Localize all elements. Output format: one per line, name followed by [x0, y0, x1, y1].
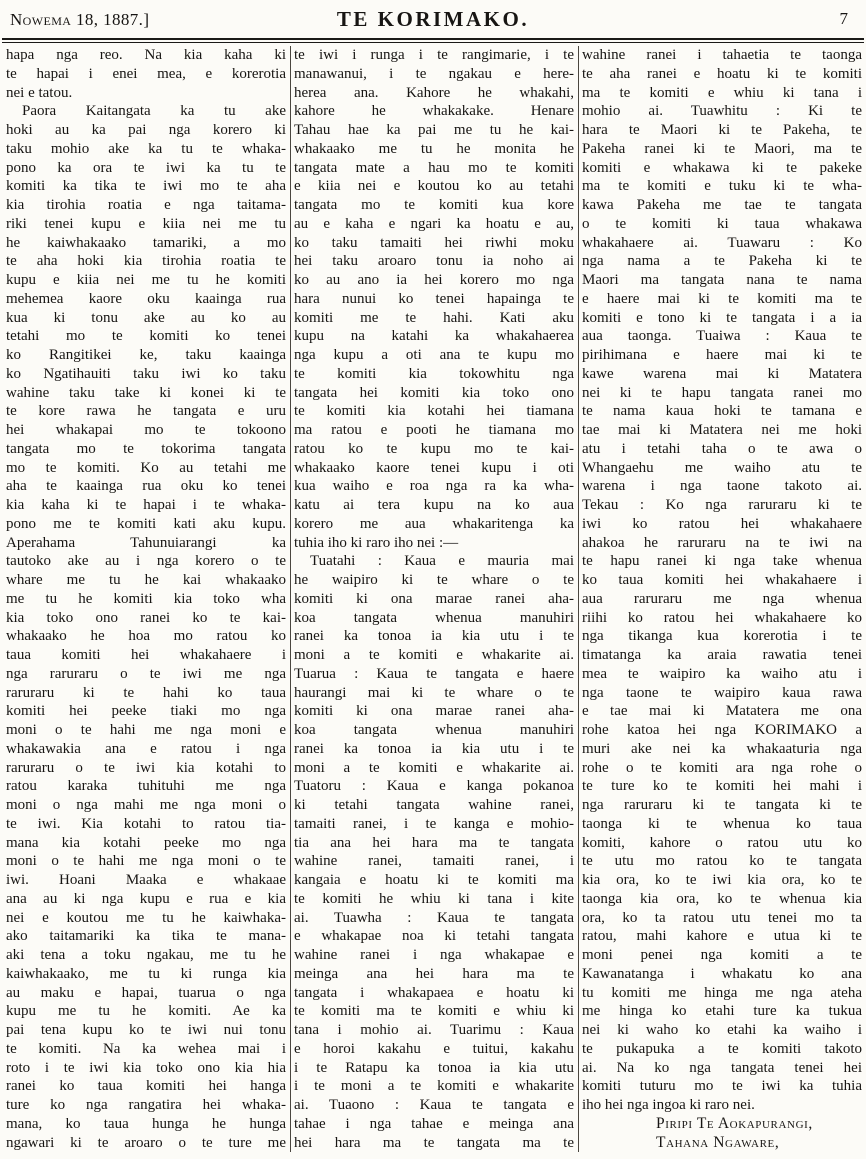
text-line: komiti hei peeke tiaki mo nga: [6, 703, 286, 720]
text-line: tae mai ki Matatera nei me hoki: [582, 422, 862, 438]
text-line: wahine ranei i nga whakapae e: [294, 947, 574, 963]
text-line: me hinga ko etahi ture ka tukua: [582, 1003, 862, 1020]
text-line: komiti ka tika te iwi mo te aha: [6, 178, 286, 195]
text-line: Maori ma tangata nana te nama: [582, 272, 862, 288]
text-line: mana kia kotahi peeke mo nga: [6, 834, 286, 851]
text-line: moni a te komiti e whakarite ai.: [294, 647, 574, 663]
text-line: te komiti. Na ka wehea mai i: [6, 1040, 286, 1057]
text-line: nga tikanga kua korerotia i te: [582, 628, 862, 645]
text-line: ratou karaka tuhituhi me nga: [6, 778, 286, 795]
text-columns: [0, 43, 866, 1152]
text-line: nei e tatou.: [6, 84, 73, 101]
text-line: komiti me te hahi. Kati aku: [294, 309, 574, 326]
text-line: te iwi. Kia kotahi to ratou tia-: [6, 815, 286, 832]
text-line: taonga kia ora, ko te whenua kia: [582, 890, 862, 907]
text-line: ko taku tamaiti hei riwhi moku: [294, 234, 574, 251]
text-line: te utu mo ratou ko te tangata: [582, 853, 862, 870]
text-line: te komiti he whiu ki tana i kite: [294, 890, 574, 907]
text-line: nei e koutou me tu he kaiwhaka-: [6, 909, 286, 926]
rule-thick: [2, 38, 864, 40]
text-line: ai. Tuaono : Kaua te tangata e: [294, 1097, 574, 1113]
text-line: he kaiwhakaako tamariki, a mo: [6, 234, 286, 251]
text-line: ture ko nga rangatira hei whaka-: [6, 1097, 286, 1113]
text-line: kahore he whakakake. Henare: [294, 103, 574, 120]
text-line: te kore rawa he tangata e uru: [6, 403, 286, 420]
text-line: me tu he komiti kia toko wha: [6, 590, 286, 607]
text-line: moni o nga mahi me nga moni o: [6, 797, 286, 813]
text-line: ma ratou e pooti he tiamana mo: [294, 422, 574, 438]
text-line: komiti ki ona marae ranei aha-: [294, 590, 574, 607]
text-line: te ture ko te komiti hei mahi i: [582, 778, 862, 795]
text-line: mo te komiti. Ko au tetahi me: [6, 459, 286, 476]
text-line: whare me tu he kai whakaako: [6, 572, 286, 588]
text-line: taua komiti hei whakahaere i: [6, 647, 286, 663]
text-line: mana, ko taua hunga he hunga: [6, 1115, 286, 1132]
page-number: 7: [839, 9, 848, 28]
text-line: Tuatoru : Kaua e kanga pokanoa: [294, 778, 574, 795]
text-line: ma te komiti e tuku ki te wha-: [582, 178, 862, 195]
text-line: aua raruraru me nga whenua: [582, 590, 862, 607]
text-line: raruraru ki te hahi ko taua: [6, 684, 286, 701]
text-line: Tahana Ngaware,: [656, 1133, 780, 1151]
text-line: kua ki tonu ake au ko au: [6, 309, 286, 326]
text-line: tangata mo te komiti kua kore: [294, 197, 574, 213]
text-line: te pukapuka a te komiti takoto: [582, 1040, 862, 1057]
text-line: ai. Na ko nga tangata tenei hei: [582, 1059, 862, 1076]
text-line: ki tetahi tangata wahine ranei,: [294, 797, 574, 813]
text-line: au maku e hapai, tuarua o nga: [6, 984, 286, 1001]
text-line: kia kaha ki te hapai i te whaka-: [6, 497, 286, 513]
text-line: tamaiti ranei, i te kanga e mohio-: [294, 815, 574, 832]
text-line: ai. Tuawha : Kaua te tangata: [294, 909, 574, 926]
text-line: komiti ki ona marae ranei aha-: [294, 703, 574, 720]
text-line: komiti e tono ki te tangata i a ia: [582, 309, 862, 326]
text-line: warena i nga taone takoto ai.: [582, 478, 862, 495]
text-line: aha te kaainga rua oku ko tenei: [6, 478, 286, 495]
text-line: riihi ko ratou hei whakahaere ko: [582, 609, 862, 626]
text-line: mehemea kaore oku kaainga rua: [6, 290, 286, 307]
text-line: ako taitamariki ka tika te mana-: [6, 928, 286, 945]
text-line: iwi ko ratou hei whakahaere: [582, 515, 862, 532]
text-line: tangata mate a hau mo te komiti: [294, 159, 574, 176]
text-line: komiti e whakawa ki te pakeke: [582, 159, 862, 176]
text-line: pono me te komiti kati aku kupu.: [6, 515, 286, 532]
text-line: ranei ko taua komiti hei hanga: [6, 1078, 286, 1095]
text-line: muri ake nei ka whakaaturia nga: [582, 740, 862, 757]
text-line: timatanga ka araia rawatia tenei: [582, 647, 862, 663]
text-line: nga raruraru o te iwi me nga: [6, 665, 286, 682]
text-line: Tuatahi : Kaua e mauria mai: [310, 553, 574, 570]
text-line: hei hara ma te tangata ma te: [294, 1134, 574, 1151]
text-line: whakaako he hoa mo ratou ko: [6, 628, 286, 645]
text-line: koa tangata whenua manuhiri: [294, 609, 574, 626]
text-line: ana au ki nga kupu e rua e kia: [6, 890, 286, 907]
text-line: te aha hoki kia tirohia roatia te: [6, 253, 286, 270]
text-line: te komiti kia tokowhitu nga: [294, 365, 574, 382]
text-line: Tekau : Ko nga raruraru ki te: [582, 497, 862, 513]
text-line: haurangi mai ki te whare o te: [294, 684, 574, 701]
text-line: pono ka ora te iwi ka tu te: [6, 159, 286, 176]
text-line: aki tena a toku ngakau, me tu he: [6, 947, 286, 963]
masthead: [0, 0, 866, 38]
column-3: [582, 46, 862, 1152]
text-line: taku mohio ake ka tu te whaka-: [6, 140, 286, 157]
text-line: iwi. Hoani Maaka e whakaae: [6, 872, 286, 888]
text-line: Paora Kaitangata ka tu ake: [22, 103, 286, 120]
text-line: moni a te komiti e whakarite ai.: [294, 759, 574, 776]
text-line: ora, ko ta ratou utu tenei mo ta: [582, 909, 862, 926]
text-line: Aperahama Tahunuiarangi ka: [6, 534, 286, 551]
text-line: roto i te iwi kia toko ono kia hia: [6, 1059, 286, 1076]
text-line: te hapai i enei mea, e korerotia: [6, 65, 286, 82]
text-line: iho hei nga ingoa ki raro nei.: [582, 1097, 755, 1113]
text-line: pirihimana e haere mai ki te: [582, 347, 862, 363]
text-line: Kawanatanga i whakatu ko ana: [582, 965, 862, 982]
text-line: tu komiti me hinga me nga ateha: [582, 984, 862, 1001]
text-line: moni o te hahi me nga moni o te: [6, 853, 286, 870]
text-line: tuhia iho ki raro iho nei :—: [294, 534, 459, 551]
column-divider-1: [290, 46, 291, 1152]
text-line: Tuarua : Kaua te tangata e haere: [294, 665, 574, 682]
text-line: i te moni a te komiti e whakarite: [294, 1078, 574, 1095]
text-line: mohio ai. Tuawhitu : Ki te: [582, 103, 862, 120]
text-line: ko taua komiti hei whakahaere i: [582, 572, 862, 588]
text-line: nga taone te waipiro kaua rawa: [582, 684, 862, 701]
text-line: nga raruraru ki te tangata ki te: [582, 797, 862, 813]
text-line: te aha ranei e hoatu ki te komiti: [582, 65, 862, 82]
text-line: kawa Pakeha me tae te tangata: [582, 197, 862, 213]
text-line: o te komiti ki taua whakawa: [582, 215, 862, 232]
text-line: ratou, mahi kahore e utua ki te: [582, 928, 862, 945]
text-line: e whakapae noa ki tetahi tangata: [294, 928, 574, 945]
text-line: rohe o te komiti ara nga rohe o: [582, 759, 862, 776]
text-line: te komiti ma te komiti e whiu ki: [294, 1003, 574, 1020]
text-line: ranei ka tonoa ia kia utu i te: [294, 740, 574, 757]
text-line: atu i tetahi taha o te awa o: [582, 440, 862, 457]
text-line: Tahau hae ka pai me tu he kai-: [294, 122, 574, 138]
text-line: tautoko ake au i nga korero o te: [6, 553, 286, 570]
text-line: meinga ana hei hara ma te: [294, 965, 574, 982]
text-line: e kiia nei e koutou ko au tetahi: [294, 178, 574, 195]
text-line: te komiti kia kotahi hei tiamana: [294, 403, 574, 420]
text-line: manawanui, i te ngakau e here-: [294, 65, 574, 82]
text-line: whakaako kaore tenei kupu i oti: [294, 459, 574, 476]
text-line: kawe warena mai ki Matatera: [582, 365, 862, 382]
column-divider-2: [578, 46, 579, 1152]
text-line: te iwi i runga i te rangimarie, i te: [294, 47, 574, 63]
text-line: taonga ki te whenua ko taua: [582, 815, 862, 832]
text-line: kua waiho e roa nga ra ka wha-: [294, 478, 574, 495]
column-2: [294, 46, 574, 1152]
text-line: pai tena kupu ko te iwi nui tonu: [6, 1022, 286, 1038]
column-1: [6, 46, 286, 1152]
text-line: riki tenei kupu e kiia nei me tu: [6, 215, 286, 232]
text-line: Pakeha ranei ki te Maori, ma te: [582, 140, 862, 157]
text-line: hei taku aroaro tonu ia noho ai: [294, 253, 574, 270]
text-line: whakahaere ai. Tuawaru : Ko: [582, 234, 862, 251]
text-line: kupu me tu he komiti. Ae ka: [6, 1003, 286, 1020]
text-line: tangata i whakapaea e hoatu ki: [294, 984, 574, 1001]
text-line: te hapu ranei ki nga take whenua: [582, 553, 862, 570]
text-line: tangata mo te tokorima tangata: [6, 440, 286, 457]
text-line: kaiwhakaako, me tu ki runga kia: [6, 965, 286, 982]
text-line: tahae i nga tahae e meinga ana: [294, 1115, 574, 1132]
text-line: nei ki waho ko etahi ka waiho i: [582, 1022, 862, 1038]
text-line: ngawari ki te aroaro o te ture me: [6, 1134, 286, 1151]
text-line: mea te waipiro ka waiho atu i: [582, 665, 862, 682]
text-line: Whangaehu me waiho atu te: [582, 459, 862, 476]
text-line: komiti tuturu mo te iwi ka tuhia: [582, 1078, 862, 1095]
text-line: ko Ngatihauiti taku iwi ko taku: [6, 365, 286, 382]
text-line: rohe katoa hei nga KORIMAKO a: [582, 722, 862, 738]
text-line: tetahi mo te komiti ko tenei: [6, 328, 286, 345]
text-line: nei ki te hapu tangata ranei mo: [582, 384, 862, 401]
text-line: he waipiro ki te whare o te: [294, 572, 574, 588]
issue-date: Nowema 18, 1887.]: [10, 10, 150, 29]
text-line: nga kupu a oti ana te kupu mo: [294, 347, 574, 363]
text-line: e tae mai ki Matatera me ona: [582, 703, 862, 720]
text-line: moni o te hahi me nga moni e: [6, 722, 286, 738]
text-line: ma te komiti e whiu ki tana i: [582, 84, 862, 101]
text-line: nga nama a te Pakeha ki te: [582, 253, 862, 270]
text-line: hara te Maori ki te Pakeha, te: [582, 122, 862, 138]
text-line: whakawakia ana e ratou i nga: [6, 740, 286, 757]
text-line: kupu e kiia nei me tu he komiti: [6, 272, 286, 288]
text-line: e haere mai ki te komiti ma te: [582, 290, 862, 307]
text-line: tana i mohio ai. Tuarimu : Kaua: [294, 1022, 574, 1038]
text-line: ko au ano ia hei korero mo nga: [294, 272, 574, 288]
text-line: i te Ratapu ka tonoa ia kia utu: [294, 1059, 574, 1076]
text-line: kangaia e hoatu ki te komiti ma: [294, 872, 574, 888]
text-line: ahakoa he raruraru na te iwi na: [582, 534, 862, 551]
text-line: kia ora, ko te iwi kia ora, ko te: [582, 872, 862, 888]
paper-title: TE KORIMAKO.: [336, 7, 530, 31]
text-line: hapa nga reo. Na kia kaha ki: [6, 47, 286, 63]
text-line: whakaako me tu he monita he: [294, 140, 574, 157]
text-line: raruraru o te iwi kia kotahi to: [6, 759, 286, 776]
text-line: katu ai tera kupu na ko aua: [294, 497, 574, 513]
text-line: kia toko ono ranei ko te kai-: [6, 609, 286, 626]
text-line: te nama kaua hoki te tamana e: [582, 403, 862, 420]
text-line: hei whakapai mo te tokoono: [6, 422, 286, 438]
text-line: tia ana hei hara ma te tangata: [294, 834, 574, 851]
text-line: wahine ranei i tahaetia te taonga: [582, 47, 862, 63]
text-line: Piripi Te Aokapurangi,: [656, 1114, 813, 1132]
text-line: ko Rangitikei ke, taku kaainga: [6, 347, 286, 363]
text-line: koa tangata whenua manuhiri: [294, 722, 574, 738]
text-line: herea ana. Kahore he whakahi,: [294, 84, 574, 101]
text-line: ratou ko te kupu mo te kai-: [294, 440, 574, 457]
text-line: tangata hei komiti kia toko ono: [294, 384, 574, 401]
text-line: kia tirohia roatia e nga taitama-: [6, 197, 286, 213]
text-line: ranei ka tonoa ia kia utu i te: [294, 628, 574, 645]
text-line: moni penei nga komiti a te: [582, 947, 862, 963]
text-line: aua taonga. Tuaiwa : Kaua te: [582, 328, 862, 345]
text-line: hara nunui ko tenei hapainga te: [294, 290, 574, 307]
text-line: kupu na katahi ka whakahaerea: [294, 328, 574, 345]
text-line: komiti, kahore o ratou utu ko: [582, 834, 862, 851]
text-line: wahine taku take ki konei ki te: [6, 384, 286, 401]
text-line: hoki au ka pai nga korero ki: [6, 122, 286, 138]
text-line: e horoi kakahu e tuitui, kakahu: [294, 1040, 574, 1057]
text-line: au e kaha e ngari ka hoatu e au,: [294, 215, 574, 232]
text-line: wahine ranei, tamaiti ranei, i: [294, 853, 574, 870]
text-line: korero me aua whakaritenga ka: [294, 515, 574, 532]
